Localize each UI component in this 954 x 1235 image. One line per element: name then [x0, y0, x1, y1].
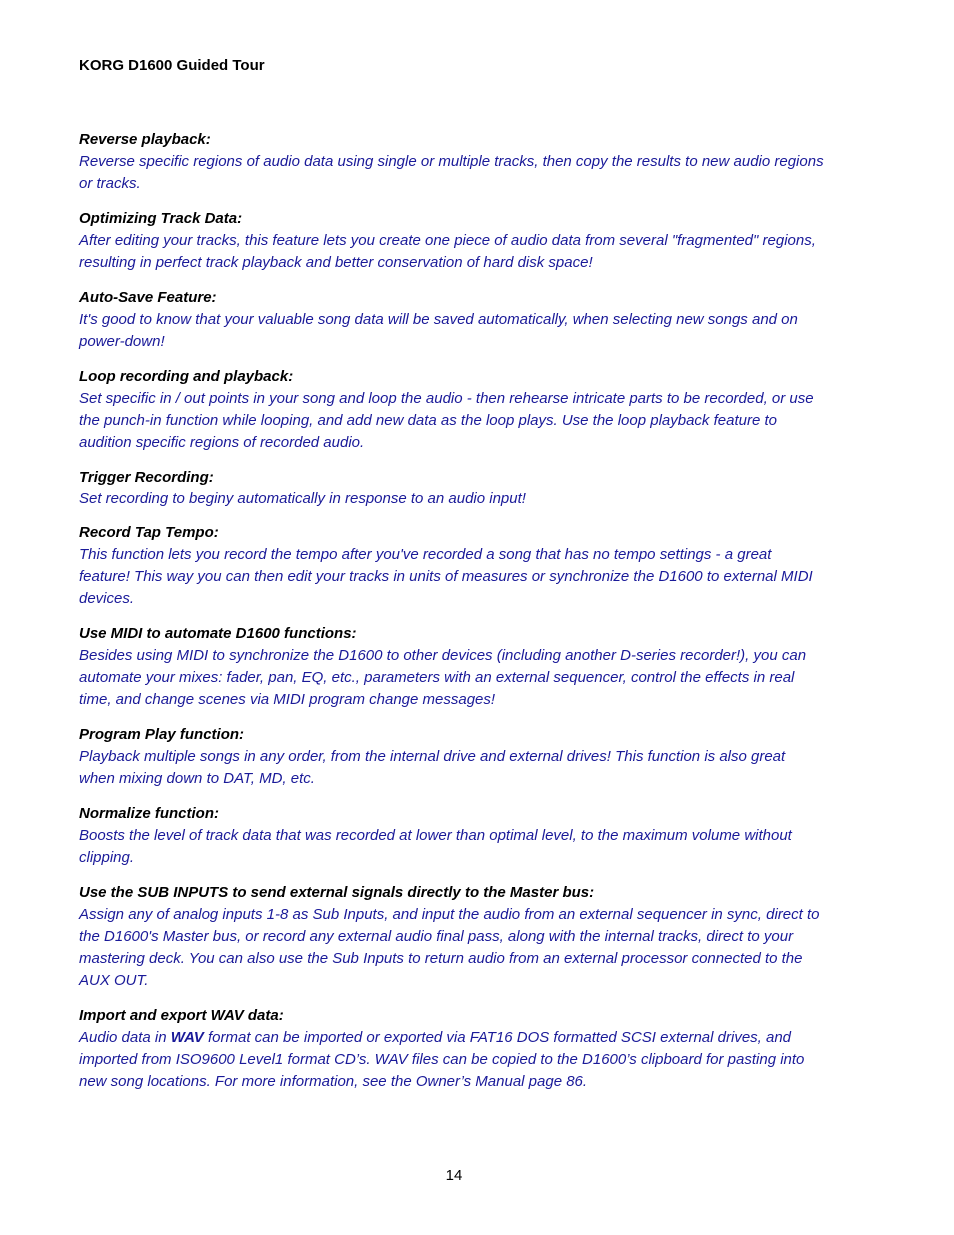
section-body: Set specific in / out points in your song and loop the audio - then rehearse intricate parts to be recorded, or use the punch-in function while looping, and add new data as the loop plays. Use the loop playback feature to audition specific regions of recorded audio.	[79, 390, 814, 451]
section-body: This function lets you record the tempo after you've recorded a song that has no tempo settings - a great feature! This way you can then edit your tracks in units of measures or synchronize the D1600 to external MIDI devices.	[79, 546, 813, 607]
section-sub-inputs	[79, 883, 824, 992]
section-title: Trigger Recording:	[79, 469, 214, 486]
section-trigger-recording	[79, 468, 824, 509]
section-body: Set recording to beginy automatically in response to an audio input!	[79, 490, 526, 507]
section-title: Use MIDI to automate D1600 functions:	[79, 625, 357, 642]
section-body: Besides using MIDI to synchronize the D1600 to other devices (including another D-series recorder!), you can automate your mixes: fader, pan, EQ, etc., parameters with an external sequencer, control the effects in real time, and change scenes via MIDI program change messages!	[79, 647, 807, 708]
section-body: Boosts the level of track data that was recorded at lower than optimal level, to the maximum volume without clipping.	[79, 827, 792, 866]
section-title: Auto-Save Feature:	[79, 289, 217, 306]
body-text: Audio data in	[79, 1029, 171, 1046]
section-title: Use the SUB INPUTS to send external signals directly to the Master bus:	[79, 884, 595, 901]
section-body: Playback multiple songs in any order, from the internal drive and external drives! This function is also great when mixing down to DAT, MD, etc.	[79, 748, 786, 787]
section-normalize	[79, 804, 824, 869]
wav-emphasis: WAV	[170, 1029, 204, 1046]
section-title: Loop recording and playback:	[79, 368, 294, 385]
section-title: Optimizing Track Data:	[79, 210, 243, 227]
section-title: Program Play function:	[79, 726, 245, 743]
section-body: It's good to know that your valuable song data will be saved automatically, when selecting new songs and on power-down!	[79, 311, 798, 350]
page-number: 14	[445, 1167, 463, 1184]
section-body: Reverse specific regions of audio data using single or multiple tracks, then copy the results to new audio regions or tracks.	[79, 153, 824, 192]
section-title: Reverse playback:	[79, 131, 211, 148]
section-body: After editing your tracks, this feature lets you create one piece of audio data from several "fragmented" regions, resulting in perfect track playback and better conservation of hard disk space!	[79, 232, 816, 271]
feature-list	[79, 130, 824, 1107]
section-midi-automation	[79, 624, 824, 711]
section-title: Normalize function:	[79, 805, 220, 822]
body-text: format can be imported or exported via FAT16 DOS formatted SCSI external drives, and imported from ISO9600 Level1 format CD’s. WAV files can be copied to the D1600’s clipboard for pasting into new song locations. For more information, see the Owner’s Manual page 86.	[79, 1029, 805, 1090]
section-reverse-playback	[79, 130, 824, 195]
section-record-tap-tempo	[79, 523, 824, 610]
page-header: KORG D1600 Guided Tour	[79, 57, 265, 74]
section-optimizing-track-data	[79, 209, 824, 274]
section-title: Import and export WAV data:	[79, 1007, 284, 1024]
section-wav-data	[79, 1006, 824, 1093]
section-body: Assign any of analog inputs 1-8 as Sub Inputs, and input the audio from an external sequencer in sync, direct to the D1600's Master bus, or record any external audio final pass, along with the internal tracks, direct to your mastering deck. You can also use the Sub Inputs to return audio from an external processor connected to the AUX OUT.	[79, 906, 820, 989]
section-program-play	[79, 725, 824, 790]
section-title: Record Tap Tempo:	[79, 524, 219, 541]
section-loop-recording	[79, 367, 824, 454]
section-auto-save	[79, 288, 824, 353]
section-body	[79, 1027, 824, 1093]
